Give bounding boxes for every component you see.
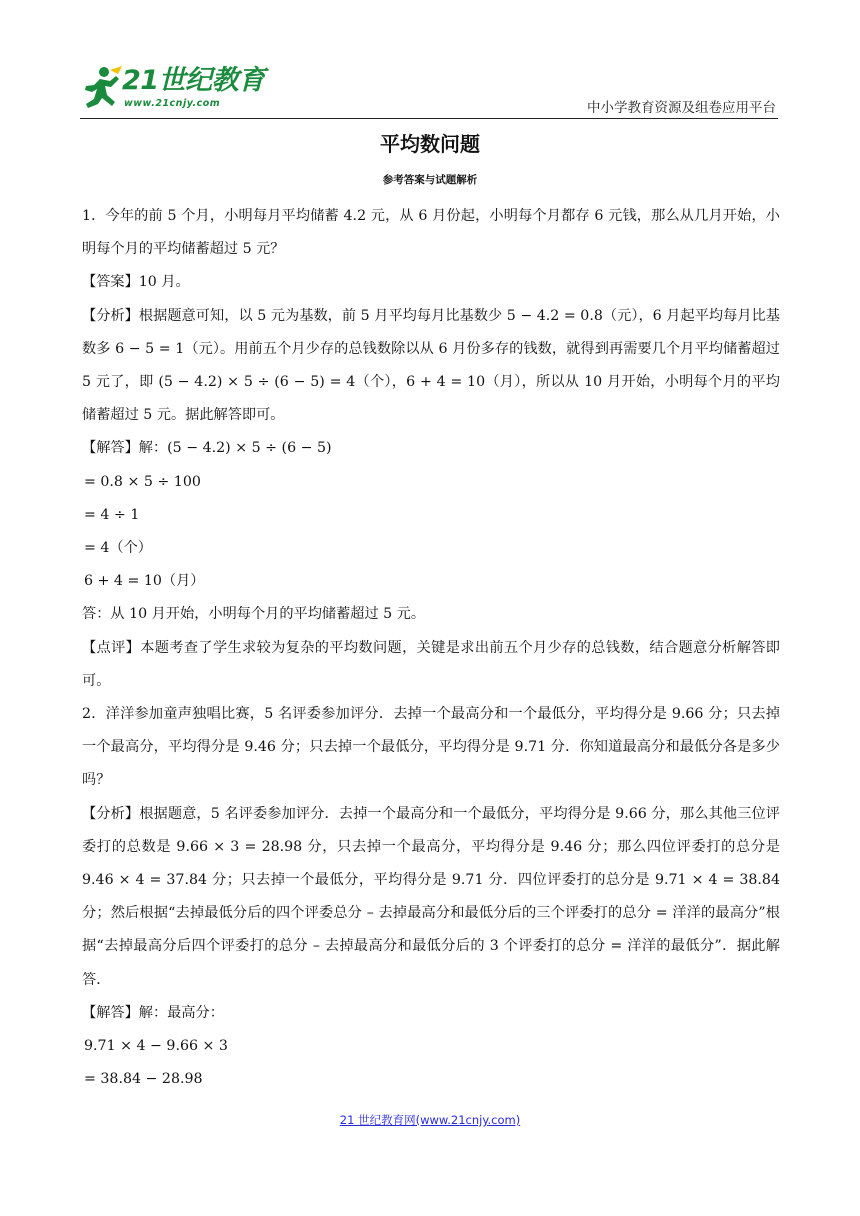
logo-text: 21世纪教育 <box>122 65 265 96</box>
solution-2-step-2: = 38.84 − 28.98 <box>84 1071 203 1088</box>
solution-1-step-2: = 4 ÷ 1 <box>84 506 140 523</box>
solution-2: 【解答】解：最高分： <box>82 1004 224 1021</box>
solution-2-step-1: 9.71 × 4 − 9.66 × 3 <box>84 1038 228 1055</box>
solution-1-step-3: = 4（个） <box>84 540 152 557</box>
logo-url: www.21cnjy.com <box>124 98 221 109</box>
page-title: 平均数问题 <box>380 132 480 156</box>
conclusion-1: 答：从 10 月开始，小明每个月的平均储蓄超过 5 元。 <box>82 606 426 623</box>
platform-name: 中小学教育资源及组卷应用平台 <box>587 100 776 116</box>
document-body <box>82 200 780 1096</box>
question-2: 2．洋洋参加童声独唱比赛，5 名评委参加评分．去掉一个最高分和一个最低分，平均得分是 9.66 分；只去掉一个最高分，平均得分是 9.46 分；只去掉一个最低分，平均得分是 9.71 分．你知道最高分和最低分各是多少吗？ <box>82 706 780 789</box>
solution-1-step-4: 6 + 4 = 10（月） <box>84 573 205 590</box>
answer-1: 【答案】10 月。 <box>82 274 190 291</box>
comment-1: 【点评】本题考查了学生求较为复杂的平均数问题，关键是求出前五个月少存的总钱数，结合题意分析解答即可。 <box>82 639 780 689</box>
analysis-2: 【分析】根据题意，5 名评委参加评分．去掉一个最高分和一个最低分，平均得分是 9.66 分，那么其他三位评委打的总数是 9.66 × 3 = 28.98 分，只去掉一个最高分，平均得分是 9.46 分；那么四位评委打的总分是 9.46 × 4 = 37.84 分；只去掉一个最低分，平均得分是 9.71 分．四位评委打的总分是 9.71 × 4 = 38.84 分；然后根据“去掉最低分后的四个评委总分 – 去掉最高分和最低分后的三个评委打的总分 = 洋洋的最高分”根据“去掉最高分后四个评委打的总分 – 去掉最高分和最低分后的 3 个评委打的总分 = 洋洋的最低分”．据此解答． <box>82 805 780 988</box>
running-man-icon <box>80 64 124 110</box>
page-subtitle: 参考答案与试题解析 <box>382 174 478 186</box>
footer-link[interactable]: 21 世纪教育网(www.21cnjy.com) <box>339 1113 521 1127</box>
analysis-1: 【分析】根据题意可知，以 5 元为基数，前 5 月平均每月比基数少 5 − 4.2 = 0.8（元），6 月起平均每月比基数多 6 − 5 = 1（元）。用前五个月少存的总钱数除以从 6 月份多存的钱数，就得到再需要几个月平均储蓄超过 5 元了，即 (5 − 4.2) × 5 ÷ (6 − 5) = 4（个），6 + 4 = 10（月），所以从 10 月开始，小明每个月的平均储蓄超过 5 元。据此解答即可。 <box>82 307 780 424</box>
solution-1-step-1: = 0.8 × 5 ÷ 100 <box>84 473 201 490</box>
question-1: 1．今年的前 5 个月，小明每月平均储蓄 4.2 元，从 6 月份起，小明每个月都存 6 元钱，那么从几月开始，小明每个月的平均储蓄超过 5 元？ <box>82 208 780 258</box>
solution-1: 【解答】解：(5 − 4.2) × 5 ÷ (6 − 5) <box>82 440 332 457</box>
site-logo <box>80 64 270 116</box>
page-header <box>80 62 778 119</box>
